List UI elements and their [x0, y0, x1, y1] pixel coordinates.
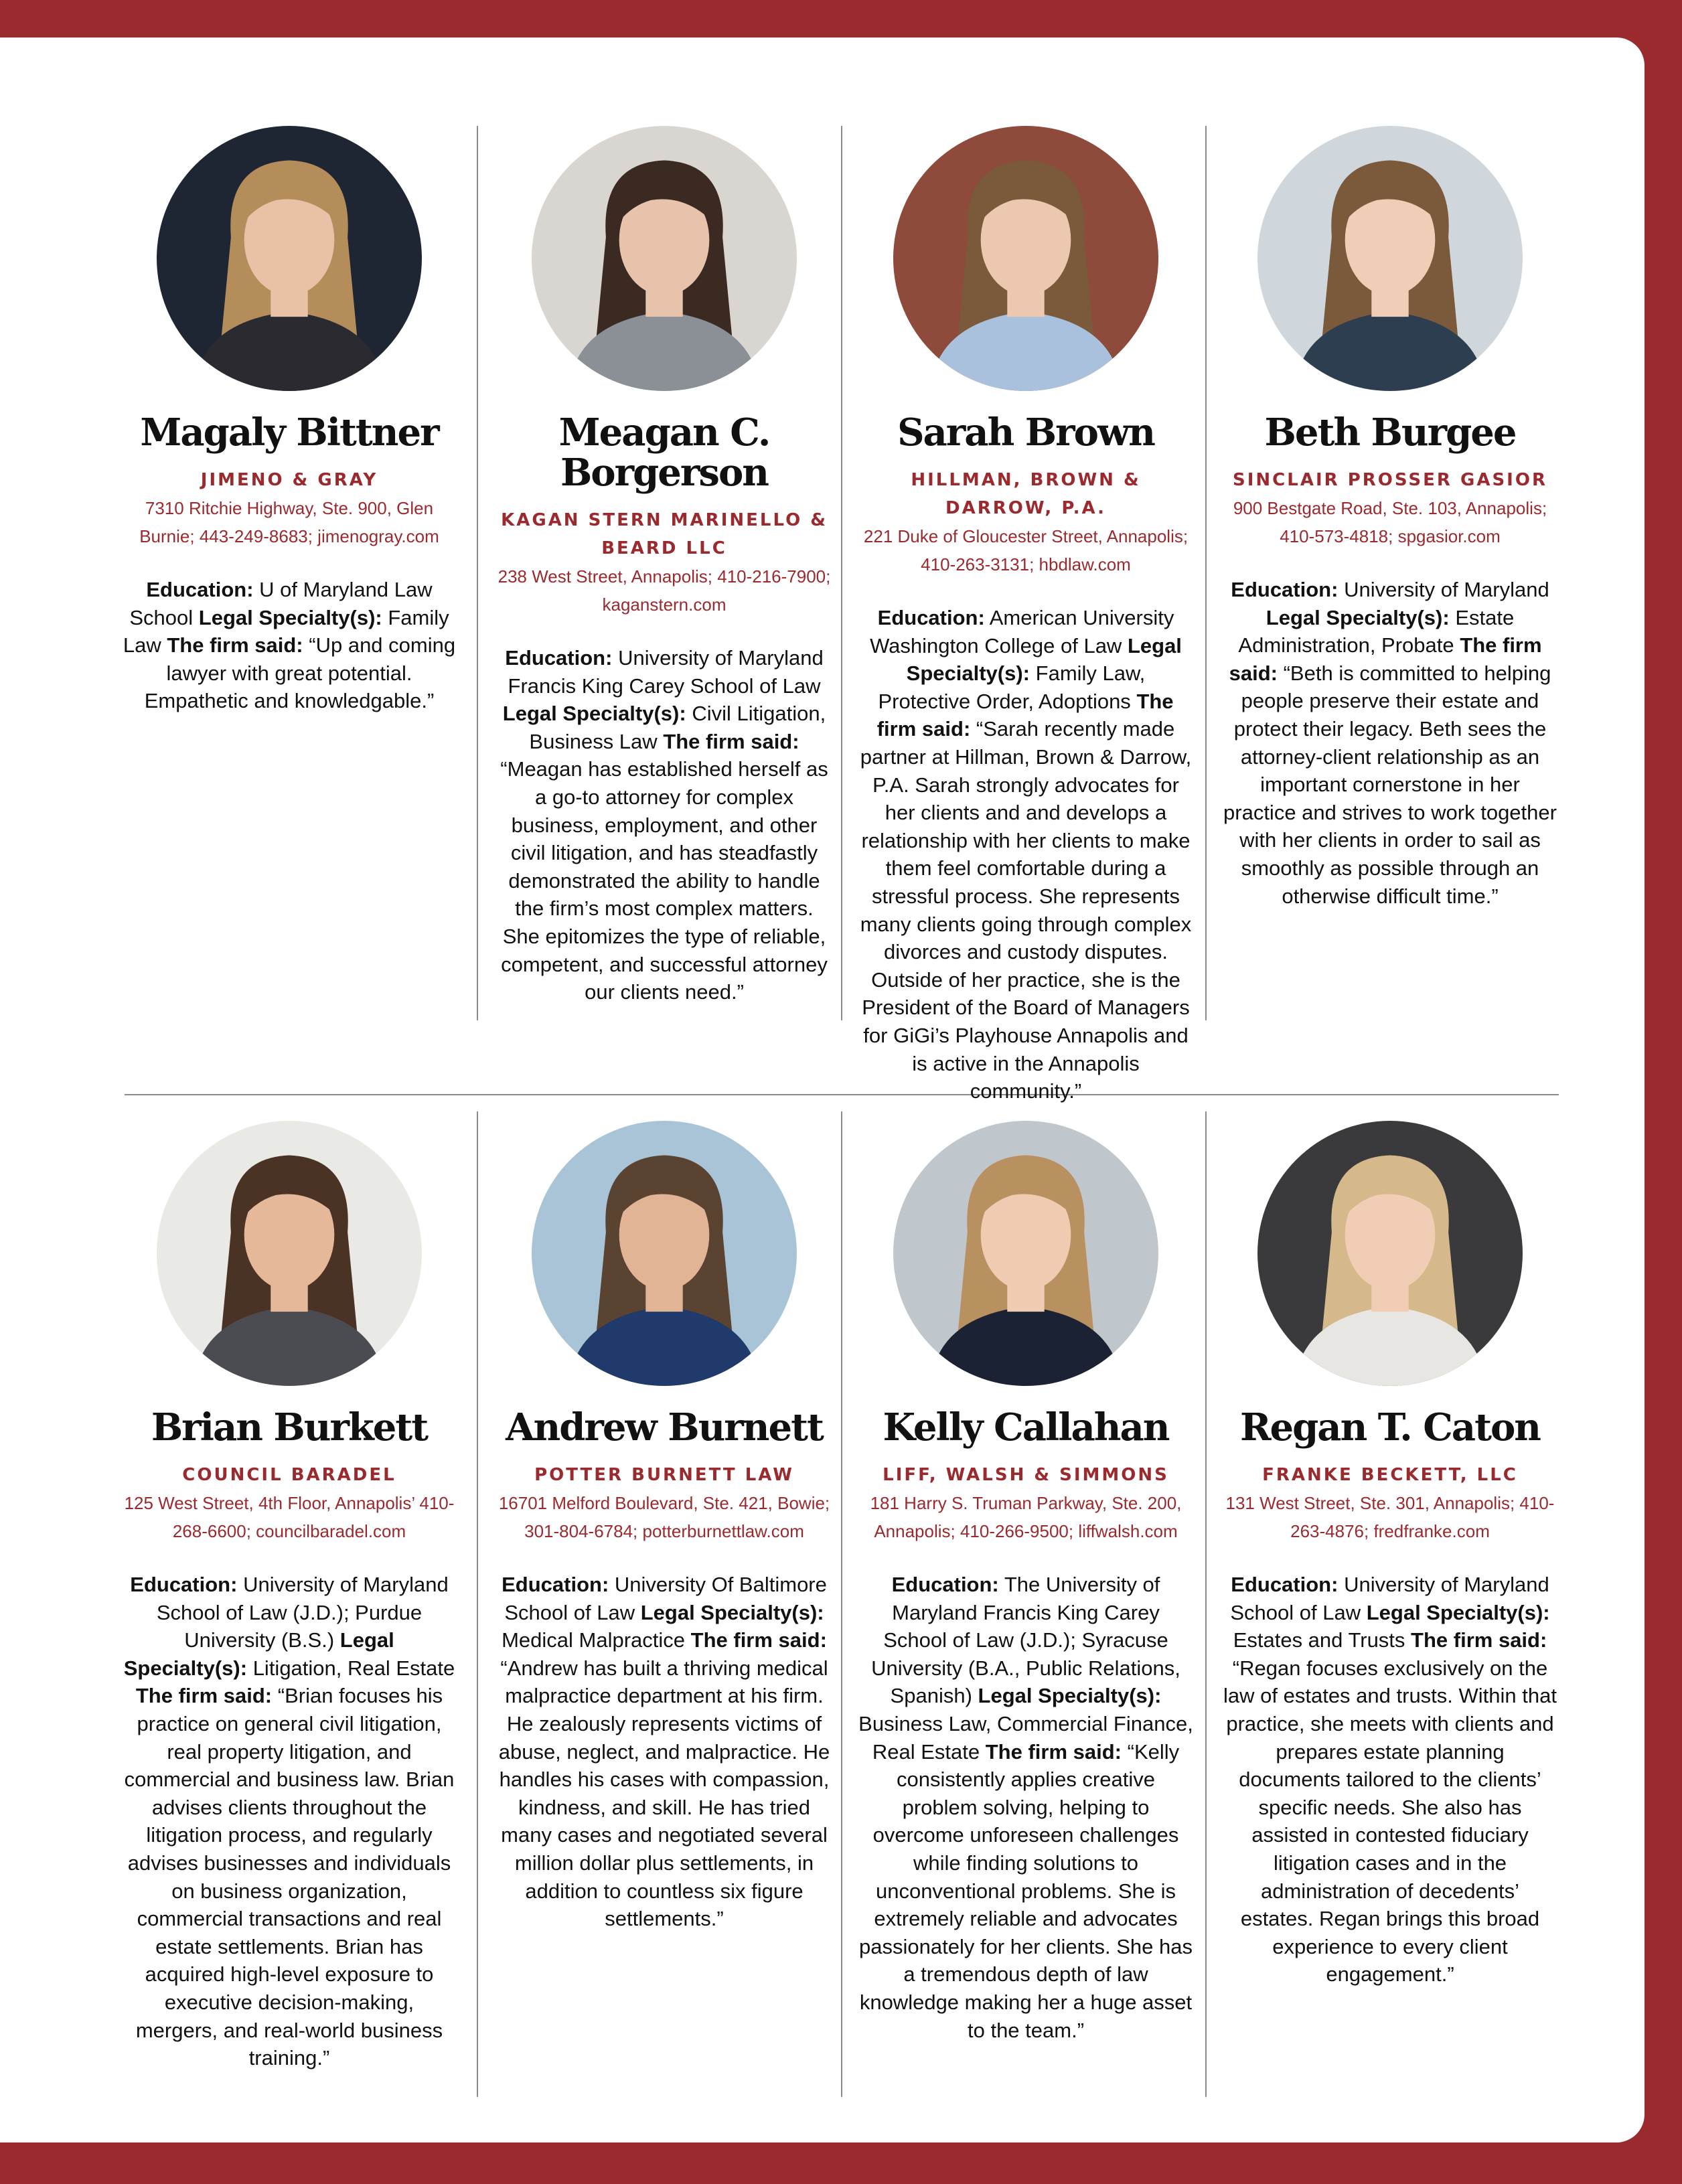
- firm-address: 181 Harry S. Truman Parkway, Ste. 200, Annapolis; 410-266-9500; liffwalsh.com: [870, 1493, 1182, 1541]
- attorney-bio: [497, 644, 832, 1006]
- row-divider: [125, 1094, 1559, 1095]
- specialty-text: Litigation, Real Estate: [252, 1656, 455, 1680]
- firm-name: JIMENO & GRAY: [200, 470, 378, 490]
- firm-name: POTTER BURNETT LAW: [534, 1465, 794, 1485]
- firm-said-label: The firm said:: [985, 1739, 1122, 1764]
- education-text: The University of Maryland Francis King Carey School of Law (J.D.); Syracuse University (B.A., Public Relations, Spanish): [871, 1573, 1180, 1708]
- specialty-label: Legal Specialty(s):: [198, 605, 382, 629]
- column-divider: [841, 126, 842, 1020]
- attorney-bio: [122, 576, 457, 715]
- headshot-photo: [893, 1121, 1158, 1386]
- profile-card: [122, 126, 457, 715]
- specialty-text: Estate Administration, Probate: [1238, 605, 1515, 657]
- portrait-image: [1257, 1121, 1523, 1386]
- education-label: Education:: [130, 1573, 238, 1596]
- education-label: Education:: [1231, 1573, 1339, 1596]
- firm-quote: “Meagan has established herself as a go-to attorney for complex business, employment, and other civil litigation, and has steadfastly demonstrated the ability to handle the firm’s most complex matters. She epitomizes the type of reliable, competent, and successful attorney our clients need.”: [500, 757, 828, 1004]
- portrait-image: [893, 1121, 1158, 1386]
- education-text: U of Maryland Law School: [129, 578, 433, 629]
- column-divider: [841, 1111, 842, 2097]
- attorney-name: Kelly Callahan: [883, 1405, 1169, 1450]
- portrait-image: [532, 1121, 797, 1386]
- specialty-label: Legal Specialty(s):: [906, 633, 1182, 686]
- attorney-bio: [122, 1571, 457, 2072]
- firm-quote: “Brian focuses his practice on general civil litigation, real property litigation, and commercial and business law. Brian advises clients throughout the litigation process, and regularly advises businesses and individuals on business organization, commercial transactions and real estate settlements. Brian has acquired high-level exposure to executive decision-making, mergers, and real-world business training.”: [124, 1684, 455, 2070]
- firm-address: 131 West Street, Ste. 301, Annapolis; 410-263-4876; fredfranke.com: [1225, 1493, 1555, 1541]
- column-divider: [1205, 1111, 1207, 2097]
- firm-address: 7310 Ritchie Highway, Ste. 900, Glen Burnie; 443-249-8683; jimenogray.com: [139, 498, 439, 546]
- attorney-bio: [1223, 576, 1557, 910]
- portrait-image: [157, 126, 422, 391]
- portrait-image: [157, 1121, 422, 1386]
- specialty-text: Medical Malpractice: [502, 1628, 686, 1652]
- firm-name: FRANKE BECKETT, LLC: [1262, 1465, 1518, 1485]
- firm-said-label: The firm said:: [876, 689, 1174, 741]
- specialty-label: Legal Specialty(s):: [640, 1600, 824, 1624]
- education-text: American University Washington College of Law: [870, 606, 1174, 657]
- specialty-text: Estates and Trusts: [1233, 1628, 1405, 1652]
- specialty-text: Business Law, Commercial Finance, Real Estate: [858, 1711, 1193, 1764]
- firm-address: 221 Duke of Gloucester Street, Annapolis; 410-263-3131; hbdlaw.com: [863, 526, 1189, 574]
- portrait-image: [532, 126, 797, 391]
- portrait-image: [1257, 126, 1523, 391]
- specialty-label: Legal Specialty(s):: [123, 1628, 394, 1680]
- profile-card: [858, 126, 1193, 1105]
- attorney-name: Beth Burgee: [1264, 410, 1516, 455]
- firm-said-label: The firm said:: [663, 729, 799, 753]
- attorney-bio: [1223, 1571, 1557, 1988]
- attorney-bio: [858, 604, 1193, 1105]
- specialty-label: Legal Specialty(s):: [502, 702, 686, 726]
- specialty-text: Family Law, Protective Order, Adoptions: [878, 661, 1146, 713]
- profile-card: [1223, 126, 1557, 910]
- headshot-photo: [532, 1121, 797, 1386]
- firm-address: 900 Bestgate Road, Ste. 103, Annapolis; 410-573-4818; spgasior.com: [1233, 498, 1547, 546]
- firm-quote: “Beth is committed to helping people preserve their estate and protect their legacy. Beth sees the attorney-client relationship as an important cornerstone in her practice and strives to work together with her clients in order to sail as smoothly as possible through an otherwise difficult time.”: [1223, 661, 1557, 908]
- specialty-text: Family Law: [123, 605, 449, 657]
- column-divider: [1205, 126, 1207, 1020]
- attorney-name: Magaly Bittner: [140, 410, 439, 455]
- firm-name: HILLMAN, BROWN & DARROW, P.A.: [911, 470, 1141, 518]
- education-label: Education:: [891, 1573, 999, 1596]
- education-label: Education:: [502, 1573, 609, 1596]
- firm-quote: “Up and coming lawyer with great potential. Empathetic and knowledgable.”: [144, 633, 456, 713]
- headshot-photo: [157, 1121, 422, 1386]
- education-label: Education:: [505, 646, 613, 670]
- column-divider: [477, 1111, 478, 2097]
- specialty-label: Legal Specialty(s):: [1266, 605, 1450, 629]
- attorney-name: Regan T. Caton: [1239, 1405, 1541, 1450]
- attorney-name: Meagan C. Borgerson: [558, 410, 770, 495]
- firm-address: 16701 Melford Boulevard, Ste. 421, Bowie; 301-804-6784; potterburnettlaw.com: [498, 1493, 830, 1541]
- education-text: University of Maryland: [1344, 578, 1549, 601]
- firm-quote: “Sarah recently made partner at Hillman, Brown & Darrow, P.A. Sarah strongly advocates for her clients and and develops a relationship with her clients to make them feel comfortable during a stressful process. She represents many clients going through complex divorces and custody disputes. Outside of her practice, she is the President of the Board of Managers for GiGi’s Playhouse Annapolis and is active in the Annapolis community.”: [860, 717, 1192, 1103]
- specialty-text: Civil Litigation, Business Law: [529, 702, 826, 753]
- headshot-photo: [893, 126, 1158, 391]
- education-text: University of Maryland School of Law (J.D.); Purdue University (B.S.): [156, 1573, 449, 1652]
- firm-said-label: The firm said:: [135, 1684, 273, 1708]
- firm-quote: “Kelly consistently applies creative problem solving, helping to overcome unforeseen challenges while finding solutions to unconventional problems. She is extremely reliable and advocates passionately for her clients. She has a tremendous depth of law knowledge making her a huge asset to the team.”: [859, 1739, 1193, 2042]
- firm-address: 238 West Street, Annapolis; 410-216-7900; kaganstern.com: [498, 566, 831, 615]
- profile-card: [122, 1121, 457, 2072]
- firm-name: COUNCIL BARADEL: [182, 1465, 396, 1485]
- education-text: University of Maryland Francis King Carey School of Law: [508, 646, 824, 698]
- profile-card: [858, 1121, 1193, 2044]
- profile-card: [1223, 1121, 1557, 1988]
- headshot-photo: [1257, 1121, 1523, 1386]
- profile-card: [497, 126, 832, 1006]
- specialty-label: Legal Specialty(s):: [978, 1684, 1162, 1708]
- attorney-name: Brian Burkett: [151, 1405, 428, 1450]
- education-label: Education:: [1231, 578, 1339, 601]
- firm-quote: “Regan focuses exclusively on the law of estates and trusts. Within that practice, she meets with clients and prepares estate planning documents tailored to the clients’ specific needs. She also has assisted in contested fiduciary litigation cases and in the administration of decedents’ estates. Regan brings this broad experience to every client engagement.”: [1223, 1656, 1557, 1986]
- portrait-image: [893, 126, 1158, 391]
- attorney-bio: [858, 1571, 1193, 2044]
- headshot-photo: [157, 126, 422, 391]
- firm-said-label: The firm said:: [1411, 1628, 1547, 1652]
- specialty-label: Legal Specialty(s):: [1366, 1600, 1550, 1624]
- headshot-photo: [1257, 126, 1523, 391]
- firm-quote: “Andrew has built a thriving medical malpractice department at his firm. He zealously represents victims of abuse, neglect, and malpractice. He handles his cases with compassion, kindness, and skill. He has tried many cases and negotiated several million dollar plus settlements, in addition to countless six figure settlements.”: [498, 1656, 830, 1931]
- column-divider: [477, 126, 478, 1020]
- firm-name: KAGAN STERN MARINELLO & BEARD LLC: [501, 510, 828, 558]
- education-text: University of Maryland School of Law: [1230, 1573, 1549, 1624]
- education-label: Education:: [146, 578, 254, 601]
- attorney-bio: [497, 1571, 832, 1933]
- firm-name: SINCLAIR PROSSER GASIOR: [1233, 470, 1547, 490]
- attorney-name: Andrew Burnett: [506, 1405, 823, 1450]
- attorney-name: Sarah Brown: [897, 410, 1154, 455]
- firm-said-label: The firm said:: [1229, 633, 1542, 685]
- firm-address: 125 West Street, 4th Floor, Annapolis’ 410-268-6600; councilbaradel.com: [124, 1493, 455, 1541]
- firm-said-label: The firm said:: [167, 633, 303, 657]
- education-text: University Of Baltimore School of Law: [504, 1573, 827, 1624]
- profile-card: [497, 1121, 832, 1933]
- firm-said-label: The firm said:: [690, 1628, 827, 1652]
- headshot-photo: [532, 126, 797, 391]
- firm-name: LIFF, WALSH & SIMMONS: [883, 1465, 1169, 1485]
- education-label: Education:: [877, 606, 985, 629]
